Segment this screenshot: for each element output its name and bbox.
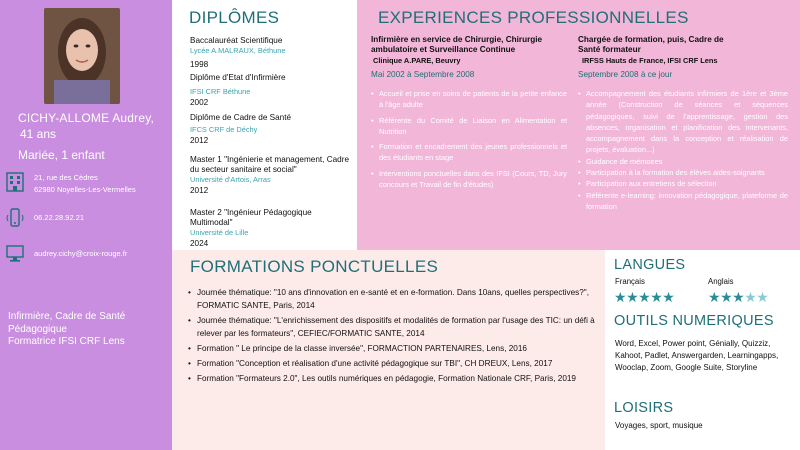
diplome-year: 2002	[190, 98, 209, 107]
skills-column	[605, 250, 800, 450]
job-bullet: • Accompagnement des étudiants infirmiers de 1ère et 3ème année (Construction de séances et séquences pédagogiques, suivi de l'apprentissage, gestion des absences, organisation et planification des intervenants, accompagnement dans la conception et réalisation de projets, évaluation...)	[578, 88, 788, 156]
experience-job	[371, 35, 567, 190]
computer-icon	[6, 244, 24, 264]
job-bullet: • Interventions ponctuelles dans des IFSI (Cours, TD, Jury concours et Travail de fin d'études)	[371, 168, 567, 191]
langues-title: LANGUES	[614, 257, 686, 273]
diplome-title: Master 1 "Ingénierie et management, Cadre du secteur sanitaire et social"	[190, 155, 350, 174]
job-place: Clinique A.PARE, Beuvry	[373, 56, 461, 65]
formations-section	[172, 250, 605, 450]
building-icon	[6, 172, 24, 192]
diplome-item	[190, 36, 356, 70]
star-filled-icon: ★	[650, 289, 663, 305]
job-bullet: • Référente e-learning: innovation pédagogique, plateforme de formation	[578, 190, 788, 213]
job-bullet: • Accueil et prise en soins de patients de la petite enfance à l'âge adulte	[371, 88, 567, 111]
phone-row	[6, 208, 84, 228]
email-row	[6, 244, 127, 264]
job-dates: Septembre 2008 à ce jour	[578, 70, 673, 79]
outils-list: Word, Excel, Power point, Génially, Quizziz, Kahoot, Padlet, Answergarden, Learningapps, Wooclap, Zoom, Google Suite, Storyline	[615, 339, 779, 372]
diplome-title: Diplôme de Cadre de Santé	[190, 113, 292, 122]
outils-title: OUTILS NUMERIQUES	[614, 313, 774, 329]
formation-item: • Formation "Formateurs 2.0", Les outils numériques en pédagogie, Formation Nationale CRF, Paris, 2019	[188, 372, 598, 385]
address-line1: 21, rue des Cèdres	[34, 173, 98, 182]
diplomes-section	[172, 0, 357, 250]
formations-list	[188, 286, 598, 387]
diplome-item	[190, 155, 356, 196]
job-line3: Formatrice IFSI CRF Lens	[8, 336, 125, 347]
profile-sidebar	[0, 0, 172, 450]
star-filled-icon: ★	[638, 289, 651, 305]
email-address[interactable]: audrey.cichy@croix-rouge.fr	[34, 249, 128, 258]
loisirs-list: Voyages, sport, musique	[615, 421, 703, 430]
star-empty-icon: ★	[756, 289, 769, 305]
diplomes-title: DIPLÔMES	[189, 8, 280, 27]
diplome-title: Baccalauréat Scientifique	[190, 36, 283, 45]
diplome-school: Université d'Artois, Arras	[190, 175, 271, 184]
diplome-item	[190, 113, 356, 146]
formations-title: FORMATIONS PONCTUELLES	[190, 257, 439, 276]
profile-photo	[44, 8, 120, 104]
address-row	[6, 172, 136, 196]
star-filled-icon: ★	[708, 289, 721, 305]
current-job	[8, 311, 125, 349]
job-bullet: • Participation à la formation des élèves aides-soignants	[578, 167, 788, 178]
diplome-item	[190, 73, 356, 108]
experience-job	[578, 35, 788, 212]
profile-age: 41 ans	[20, 127, 57, 141]
job-bullet: • Participation aux entretiens de sélection	[578, 178, 788, 189]
diplome-school: Université de Lille	[190, 228, 249, 237]
diplome-year: 2012	[190, 186, 209, 195]
job-title: Infirmière en service de Chirurgie, Chirurgie ambulatoire et Surveillance Continue	[371, 35, 543, 54]
address-line2: 62980 Noyelles-Les-Vermelles	[34, 185, 136, 194]
job-dates: Mai 2002 à Septembre 2008	[371, 70, 475, 79]
formation-item: • Formation "Conception et réalisation d'une activité pédagogique sur TBI", CH DREUX, Lens, 2017	[188, 357, 598, 370]
job-title: Chargée de formation, puis, Cadre de Santé formateur	[578, 35, 724, 54]
diplome-year: 2024	[190, 239, 209, 248]
diplome-title: Master 2 "Ingénieur Pédagogique Multimodal"	[190, 208, 312, 227]
diplome-year: 2012	[190, 136, 209, 145]
profile-status: Mariée, 1 enfant	[18, 148, 105, 162]
job-bullet: • Référente du Comité de Liaison en Alimentation et Nutrition	[371, 115, 567, 138]
language-name: Français	[615, 277, 645, 286]
experiences-section	[357, 0, 800, 250]
star-filled-icon: ★	[614, 289, 627, 305]
profile-name: CICHY-ALLOME Audrey,	[18, 111, 155, 125]
diplome-item	[190, 208, 356, 249]
language-name: Anglais	[708, 277, 734, 286]
phone-number[interactable]: 06.22.28.92.21	[34, 213, 85, 222]
star-filled-icon: ★	[720, 289, 733, 305]
job-bullets	[371, 88, 567, 190]
job-line2: Pédagogique	[8, 323, 67, 335]
formation-item: • Formation " Le principe de la classe inversée", FORMACTION PARTENAIRES, Lens, 2016	[188, 342, 598, 355]
job-bullets	[578, 88, 788, 212]
language-rating	[708, 290, 768, 304]
phone-icon	[6, 208, 24, 228]
experiences-title: EXPERIENCES PROFESSIONNELLES	[378, 8, 689, 27]
diplome-school: Lycée A.MALRAUX, Béthune	[190, 46, 286, 55]
star-filled-icon: ★	[662, 289, 675, 305]
diplome-school: IFCS CRF de Déchy	[190, 125, 258, 134]
diplome-year: 1998	[190, 60, 209, 69]
formation-item: • Journée thématique: "L'enrichissement des dispositifs et modalités de formation par l'usage des TIC: un défi à relever par les formateurs", CEFIEC/FORMATIC SANTE, 2014	[188, 314, 598, 340]
diplome-title: Diplôme d'Etat d'Infirmière	[190, 73, 286, 82]
formation-item: • Journée thématique: "10 ans d'innovation en e-santé et en e-formation. Dans 10ans, quelles perspectives?", FORMATIC SANTE, Paris, 2014	[188, 286, 598, 312]
diplome-school: IFSI CRF Béthune	[190, 87, 251, 96]
job-bullet: • Formation et encadrement des jeunes professionnels et des étudiants en stage	[371, 141, 567, 164]
star-empty-icon: ★	[744, 289, 757, 305]
star-filled-icon: ★	[732, 289, 745, 305]
job-line1: Infirmière, Cadre de Santé	[8, 311, 126, 322]
loisirs-title: LOISIRS	[614, 400, 674, 416]
star-filled-icon: ★	[626, 289, 639, 305]
job-place: IRFSS Hauts de France, IFSI CRF Lens	[582, 56, 718, 65]
language-rating	[614, 290, 674, 304]
job-bullet: • Guidance de mémoires	[578, 156, 788, 167]
